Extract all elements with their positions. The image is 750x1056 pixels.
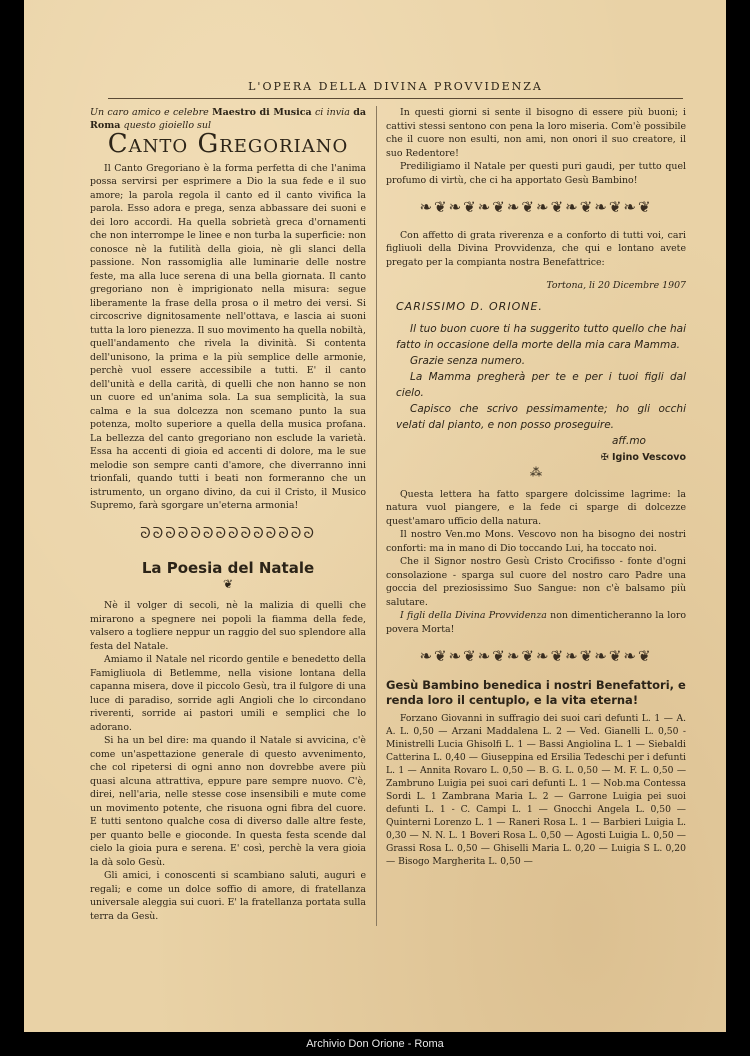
natale-paragraph: In questi giorni si sente il bisogno di essere più buoni; i cattivi stessi sentono con pena la loro miseria. Com'è possibile che il cuore non esulti, non ami, non onori il suo creatore, il suo Redentore! xyxy=(386,107,686,159)
flourish-icon: ❦ xyxy=(222,576,234,591)
figli-text: non dimenticheranno la loro povera Morta! xyxy=(386,610,686,635)
poesia-title: La Poesia del Natale xyxy=(141,559,315,577)
comment-paragraph xyxy=(386,609,686,636)
letter-body xyxy=(386,299,686,449)
natale-paragraph: Prediligiamo il Natale per questi puri gaudi, per tutto quel profumo di virtù, che ci ha apportato Gesù Bambino! xyxy=(386,161,686,186)
newspaper-page xyxy=(24,0,726,1032)
column-divider xyxy=(376,106,377,926)
poesia-paragraph: Si ha un bel dire: ma quando il Natale si avvicina, c'è come un'aspettazione generale di questo avvenimento, che col ripetersi di ogni anno non dovrebbe avere più quasi alcuna attrattiva, eppure pare sempre nuovo. C'è, direi, nell'aria, nelle stesse cose insensibili e mute come un movimento potente, che risuona ogni fibra del cuore. E tutti sentono qualche cosa di diverso dalle altre feste, per quanto belle e gioconde. In questa festa scende dal cielo la gioia pura e serena. E' così, perchè la vera gioia la dà solo Gesù. xyxy=(90,735,366,868)
benefattori-list: Forzano Giovanni in suffragio dei suoi cari defunti L. 1 — A. A. L. 0,50 — Arzani Maddalena L. 2 — Ved. Gianelli L. 0,50 - Ministrelli Lucia Ghisolfi L. 1 — Bassi Angiolina L. 1 — Siebaldi Catterina L. 0,40 — Giuseppina ed Ersilia Tedeschi per i defunti L. 1 — Annita Rovaro L. 0,50 — B. G. L. 0,50 — M. F. L. 0,50 — Zambruno Luigia pei suoi cari defunti L. 1 — Nob.ma Contessa Sordi L. 1 Zambrana Maria L. 2 — Garrone Luigia pei suoi defunti L. 1 - C. Campi L. 1 — Gnocchi Angela L. 0,50 — Quinterni Lorenzo L. 1 — Raneri Rosa L. 1 — Barbieri Luigia L. 0,30 — N. N. L. 1 Boveri Rosa L. 0,50 — Agosti Luigia L. 0,50 — Grassi Rosa L. 0,50 — Ghiselli Maria L. 0,20 — Luigia S L. 0,20 — Bisogo Margherita L. 0,50 — xyxy=(386,712,686,867)
page-header: L'OPERA DELLA DIVINA PROVVIDENZA xyxy=(108,76,683,99)
intro-part: Maestro di Musica xyxy=(212,107,312,118)
letter-signature: ✠ Igino Vescovo xyxy=(600,451,686,463)
poesia-paragraph: Gli amici, i conoscenti si scambiano saluti, auguri e regali; e come un dolce soffio di amore, di fratellanza universale aleggia sui cuori. E' la fratellanza portata sulla terra da Gesù. xyxy=(90,870,366,922)
poesia-paragraph: Nè il volger di secoli, nè la malizia di quelli che mirarono a spegnere nei popoli la fiamma della fede, valsero a togliere neppur un raggio del suo splendore alla festa del Natale. xyxy=(90,600,366,652)
canto-text: Il Canto Gregoriano è la forma perfetta di che l'anima possa servirsi per esprimere a Dio la sua fede e il suo amore; la parola regola il canto ed il canto vivifica la parola. Esso adora e prega, senza abbassare dei suoni e dei loro accordi. Ha quella sobrietà greca d'ornamenti che non interrompe le linee e non turba la superficie: non conosce nè la futilità della gioia, nè gli slanci della passione. Non rassomiglia alle luminarie delle nostre feste, ma alla luce serena di una bella giornata. Il canto gregoriano non è imprigionato nella misura: segue liberamente la frase della prosa o il metro dei versi. Si circoscrive dignitosamente nell'ottava, e lascia ai suoni tutta la loro pienezza. Il suo movimento ha quella nobiltà, quell'andamento che rivela la divinità. Si contenta dell'unisono, la prima e la più semplice delle armonie, perchè vuol essere accessibile a tutti. E' il canto dell'unità e della carità, di quelli che non hanno se non un cuore ed un'anima sola. La sua semplicità, la sua calma e la sua dolcezza non scemano punto la sua potenza, molto superiore a quella della musica profana. La bellezza del canto gregoriano non esclude la varietà. Essa ha accenti di gioia ed accenti di dolore, ma le sue melodie son sempre canti d'amore, che diverranno inni trionfali, quando tutti i beati non formeranno che un istrumento, un organo divino, da cui il Cristo, il Musico Supremo, farà sgorgare un'eterna armonia! xyxy=(90,162,366,511)
letter-line: Il tuo buon cuore ti ha suggerito tutto quello che hai fatto in occasione della morte della mia cara Mamma. xyxy=(396,322,686,351)
intro-part: questo gioiello sul xyxy=(123,120,212,131)
benefattori-title: Gesù Bambino benedica i nostri Benefattori, e renda loro il centuplo, e la vita eterna! xyxy=(386,677,686,707)
comment-paragraph: Che il Signor nostro Gesù Cristo Crocifisso - fonte d'ogni consolazione - sparga sul cuore del nostro caro Padre una goccia del preziosissimo Suo Sangue: non c'è balsamo più salutare. xyxy=(386,556,686,608)
letter-close: aff.mo xyxy=(611,434,646,447)
poesia-paragraph: Amiamo il Natale nel ricordo gentile e benedetto della Famigliuola di Betlemme, nella visione lontana della capanna misera, dove il piccolo Gesù, tra il fulgore di una luce di paradiso, sorride agli Angioli che lo circondano riverenti, sorride ai pastori umili e semplici che lo adorano. xyxy=(90,654,366,733)
comment-paragraph: Questa lettera ha fatto spargere dolcissime lagrime: la natura vuol piangere, e la fede ci sparge di dolcezze quest'amaro ufficio della natura. xyxy=(386,488,686,527)
archive-footer: Archivio Don Orione - Roma xyxy=(306,1038,444,1050)
right-column xyxy=(386,106,686,868)
letter-line: Grazie senza numero. xyxy=(410,354,526,367)
intro-part: da Roma xyxy=(90,107,366,131)
letter-line: La Mamma pregherà per te e per i tuoi figli dal cielo. xyxy=(396,370,686,399)
figli-italic: I figli della Divina Provvidenza xyxy=(400,610,547,621)
ornament-divider: ᘐᘐᘐᘐᘐᘐᘐᘐᘐᘐᘐᘐᘐᘐ xyxy=(140,526,316,540)
affetto-paragraph: Con affetto di grata riverenza e a conforto di tutti voi, cari figliuoli della Divina Provvidenza, che qui e lontano avete pregato per la compianta nostra Benefattrice: xyxy=(386,229,686,268)
letter-line: Capisco che scrivo pessimamente; ho gli occhi velati dal pianto, e non posso proseguire. xyxy=(396,402,686,431)
letter-salutation: CARISSIMO D. ORIONE. xyxy=(396,299,543,313)
letter-date: Tortona, li 20 Dicembre 1907 xyxy=(546,280,686,291)
comment-paragraph: Il nostro Ven.mo Mons. Vescovo non ha bisogno dei nostri conforti: ma in mano di Dio toccando Lui, ha toccato noi. xyxy=(386,529,686,554)
small-ornament: ⁂ xyxy=(530,465,542,479)
left-column xyxy=(90,106,366,923)
canto-title: Canto Gregoriano xyxy=(107,129,349,159)
intro-part: ci invia xyxy=(314,107,350,118)
ornament-divider: ❧❦❧❦❧❦❧❦❧❦❧❦❧❦❧❦ xyxy=(419,201,653,215)
intro-part: Un caro amico e celebre xyxy=(90,107,209,118)
ornament-divider: ❧❦❧❦❧❦❧❦❧❦❧❦❧❦❧❦ xyxy=(419,650,653,664)
